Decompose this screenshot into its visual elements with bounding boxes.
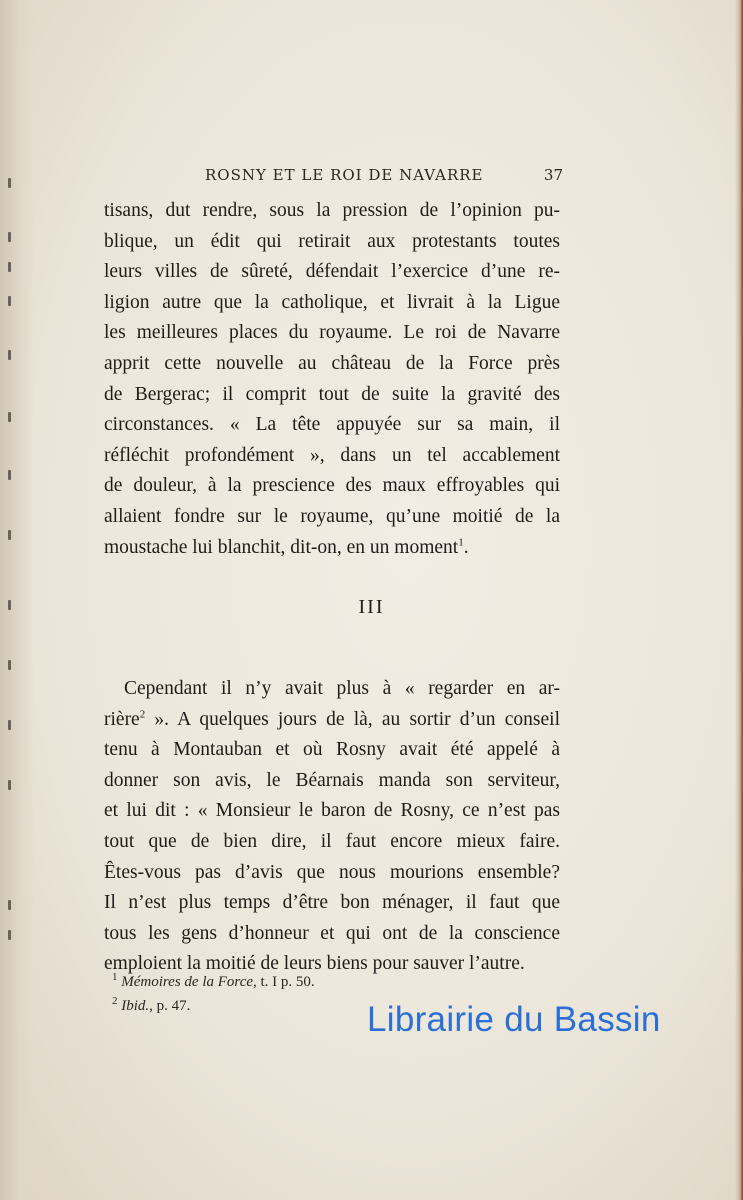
text-line: allaient fondre sur le royaume, qu’une moitié de la	[104, 505, 560, 527]
footnote-title: Mémoires de la Force,	[121, 974, 257, 990]
text-line: tisans, dut rendre, sous la pression de l’opinion pu-	[104, 200, 560, 221]
running-title: ROSNY ET LE ROI DE NAVARRE	[205, 166, 484, 184]
text-line: de Bergerac; il comprit tout de suite la gravité des	[104, 383, 560, 405]
text-line: apprit cette nouvelle au château de la Force près	[104, 352, 560, 374]
text-line: ligion autre que la catholique, et livrait à la Ligue	[104, 291, 560, 313]
watermark: Librairie du Bassin	[367, 1000, 661, 1039]
sentence-end: .	[463, 536, 469, 558]
footnote-ref[interactable]: 1	[458, 536, 464, 549]
footnote-mark: 2	[112, 995, 118, 1007]
footnote-text: p. 47.	[152, 998, 191, 1014]
text-line: Il n’est plus temps d’être bon ménager, il faut que	[104, 892, 560, 914]
text-line: leurs villes de sûreté, défendait l’exercice d’une re-	[104, 261, 560, 283]
text-line-content: rière	[104, 708, 140, 730]
paragraph-2	[104, 674, 560, 980]
footnote-text: t. I p. 50.	[256, 974, 315, 990]
text-line	[104, 705, 560, 736]
text-line: les meilleures places du royaume. Le roi de Navarre	[104, 322, 560, 344]
text-line: tous les gens d’honneur et qui ont de la conscience	[104, 922, 560, 944]
footnote-title: Ibid.,	[121, 998, 153, 1014]
text-line: circonstances. « La tête appuyée sur sa main, il	[104, 414, 560, 436]
text-line-content: ». A quelques jours de là, au sortir d’un conseil	[145, 708, 560, 730]
page-number: 37	[543, 166, 563, 184]
text-line: emploient la moitié de leurs biens pour sauver l’autre.	[104, 953, 525, 975]
footnote-mark: 1	[112, 971, 118, 983]
text-line: Cependant il n’y avait plus à « regarder en ar-	[124, 678, 560, 699]
text-line	[104, 533, 560, 564]
text-line: Êtes-vous pas d’avis que nous mourions ensemble?	[104, 861, 560, 883]
text-line: donner son avis, le Béarnais manda son serviteur,	[104, 769, 560, 791]
text-line-content: moustache lui blanchit, dit-on, en un moment	[104, 536, 459, 558]
text-line: et lui dit : « Monsieur le baron de Rosny, ce n’est pas	[104, 800, 560, 822]
text-line: tout que de bien dire, il faut encore mieux faire.	[104, 830, 560, 852]
text-line: réfléchit profondément », dans un tel accablement	[104, 444, 560, 466]
text-line: blique, un édit qui retirait aux protestants toutes	[104, 230, 560, 252]
paragraph-1	[104, 196, 560, 563]
running-header	[205, 166, 563, 190]
text-line: de douleur, à la prescience des maux effroyables qui	[104, 475, 560, 497]
section-heading: III	[358, 596, 385, 618]
text-line: tenu à Montauban et où Rosny avait été appelé à	[104, 739, 560, 761]
footnote-1	[112, 970, 412, 994]
footnote-ref[interactable]: 2	[139, 708, 146, 721]
